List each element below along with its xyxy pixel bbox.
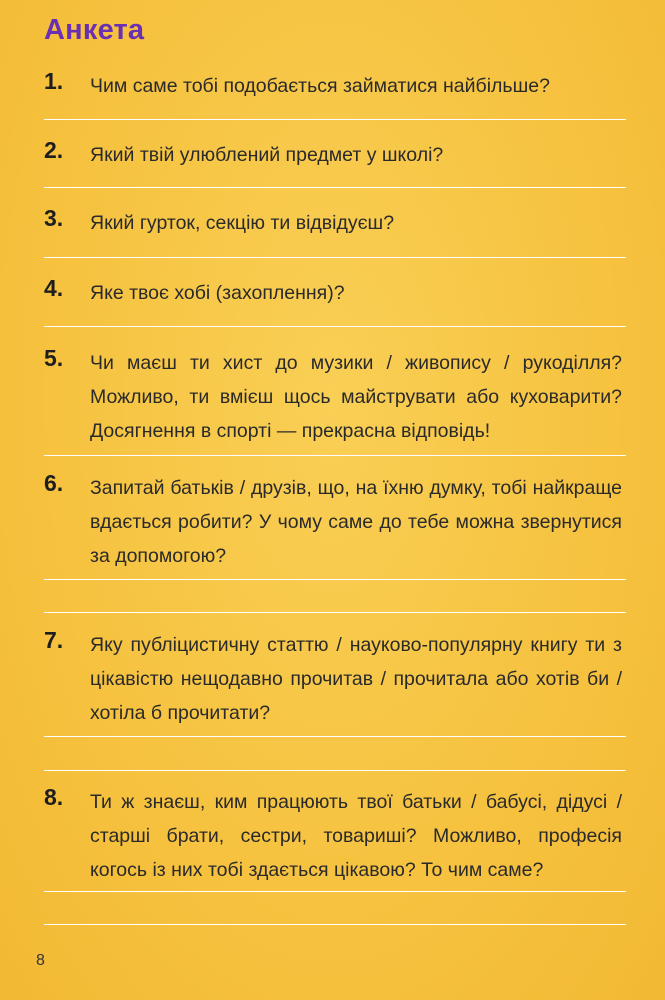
answer-line[interactable]: [44, 257, 626, 258]
question-number: 8.: [44, 784, 64, 810]
answer-line[interactable]: [44, 326, 626, 327]
answer-line[interactable]: [44, 455, 626, 456]
question-number: 7.: [44, 627, 64, 653]
question-number: 5.: [44, 345, 64, 371]
question-text: Який твій улюблений предмет у школі?: [90, 144, 444, 166]
page-title: Анкета: [44, 14, 145, 46]
question-number: 1.: [44, 68, 64, 94]
answer-line[interactable]: [44, 187, 626, 188]
question-text: Чи маєш ти хист до музики / живопису / рукоділля? Можливо, ти вмієш щось майструвати або куховарити? Досягнення в спорті — прекрасна відповідь!: [90, 352, 622, 442]
answer-line[interactable]: [44, 891, 626, 892]
answer-line[interactable]: [44, 924, 626, 925]
question-text: Запитай батьків / друзів, що, на їхню думку, тобі найкраще вдається робити? У чому саме до тебе можна звернутися за допомогою?: [90, 477, 622, 567]
question-number: 3.: [44, 205, 64, 231]
answer-line[interactable]: [44, 770, 626, 771]
question-number: 6.: [44, 470, 64, 496]
question-number: 2.: [44, 137, 64, 163]
answer-line[interactable]: [44, 119, 626, 120]
page-number: 8: [36, 952, 45, 969]
answer-line[interactable]: [44, 736, 626, 737]
answer-line[interactable]: [44, 612, 626, 613]
answer-line[interactable]: [44, 579, 626, 580]
question-text: Який гурток, секцію ти відвідуєш?: [90, 212, 395, 234]
question-text: Чим саме тобі подобається займатися найбільше?: [90, 75, 550, 97]
question-number: 4.: [44, 275, 64, 301]
question-text: Ти ж знаєш, ким працюють твої батьки / бабусі, дідусі / старші брати, сестри, товариші? Можливо, професія когось із них тобі здається цікавою? То чим саме?: [90, 791, 622, 881]
question-text: Яке твоє хобі (захоплення)?: [90, 282, 345, 304]
question-text: Яку публіцистичну статтю / науково-популярну книгу ти з цікавістю нещодавно прочитав / прочитала або хотів би / хотіла б прочитати?: [90, 634, 622, 724]
